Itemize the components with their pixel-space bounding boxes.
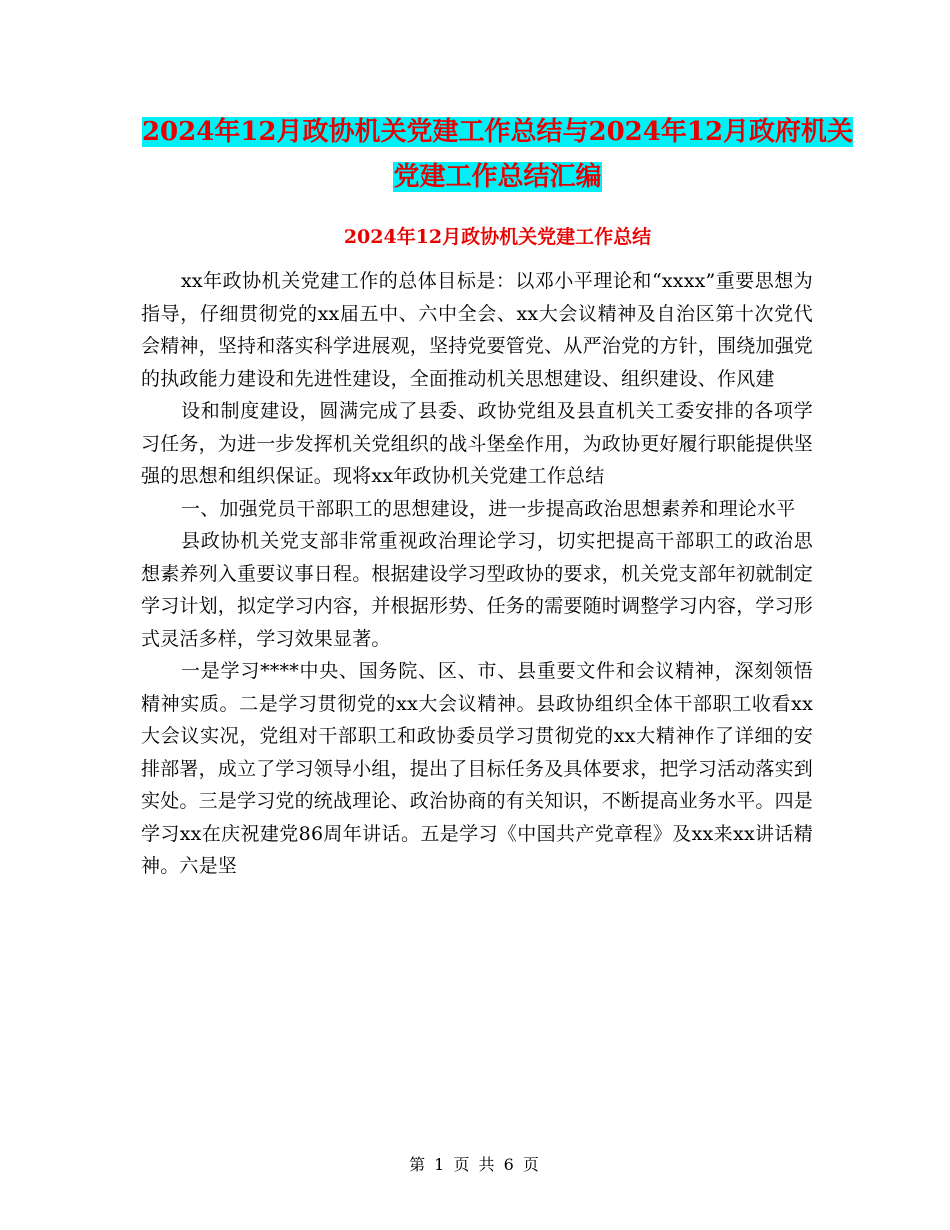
document-main-title: [140, 110, 855, 200]
paragraph: xx年政协机关党建工作的总体目标是：以邓小平理论和“xxxx”重要思想为指导，仔细贯彻党的xx届五中、六中全会、xx大会议精神及自治区第十次党代会精神，坚持和落实科学进展观，坚持党要管党、从严治党的方针，围绕加强党的执政能力建设和先进性建设，全面推动机关思想建设、组织建设、作风建: [141, 270, 814, 390]
paragraph: 县政协机关党支部非常重视政治理论学习，切实把提高干部职工的政治思想素养列入重要议事日程。根据建设学习型政协的要求，机关党支部年初就制定学习计划，拟定学习内容，并根据形势、任务的需要随时调整学习内容，学习形式灵活多样，学习效果显著。: [141, 530, 814, 650]
paragraph: 设和制度建设，圆满完成了县委、政协党组及县直机关工委安排的各项学习任务，为进一步发挥机关党组织的战斗堡垒作用，为政协更好履行职能提供坚强的思想和组织保证。现将xx年政协机关党建工作总结: [141, 400, 814, 487]
page-footer: 第 1 页 共 6 页: [409, 1155, 541, 1174]
main-title-text: 2024年12月政协机关党建工作总结与2024年12月政府机关党建工作总结汇编: [141, 117, 854, 192]
section-title: 2024年12月政协机关党建工作总结: [343, 226, 652, 248]
document-body: [141, 265, 813, 883]
paragraph: 一是学习****中央、国务院、区、市、县重要文件和会议精神，深刻领悟精神实质。二是学习贯彻党的xx大会议精神。县政协组织全体干部职工收看xx大会议实况，党组对干部职工和政协委员学习贯彻党的xx大精神作了详细的安排部署，成立了学习领导小组，提出了目标任务及具体要求，把学习活动落实到实处。三是学习党的统战理论、政治协商的有关知识，不断提高业务水平。四是学习xx在庆祝建党86周年讲话。五是学习《中国共产党章程》及xx来xx讲话精神。六是坚: [141, 660, 814, 877]
paragraph: 一、加强党员干部职工的思想建设，进一步提高政治思想素养和理论水平: [181, 497, 796, 520]
